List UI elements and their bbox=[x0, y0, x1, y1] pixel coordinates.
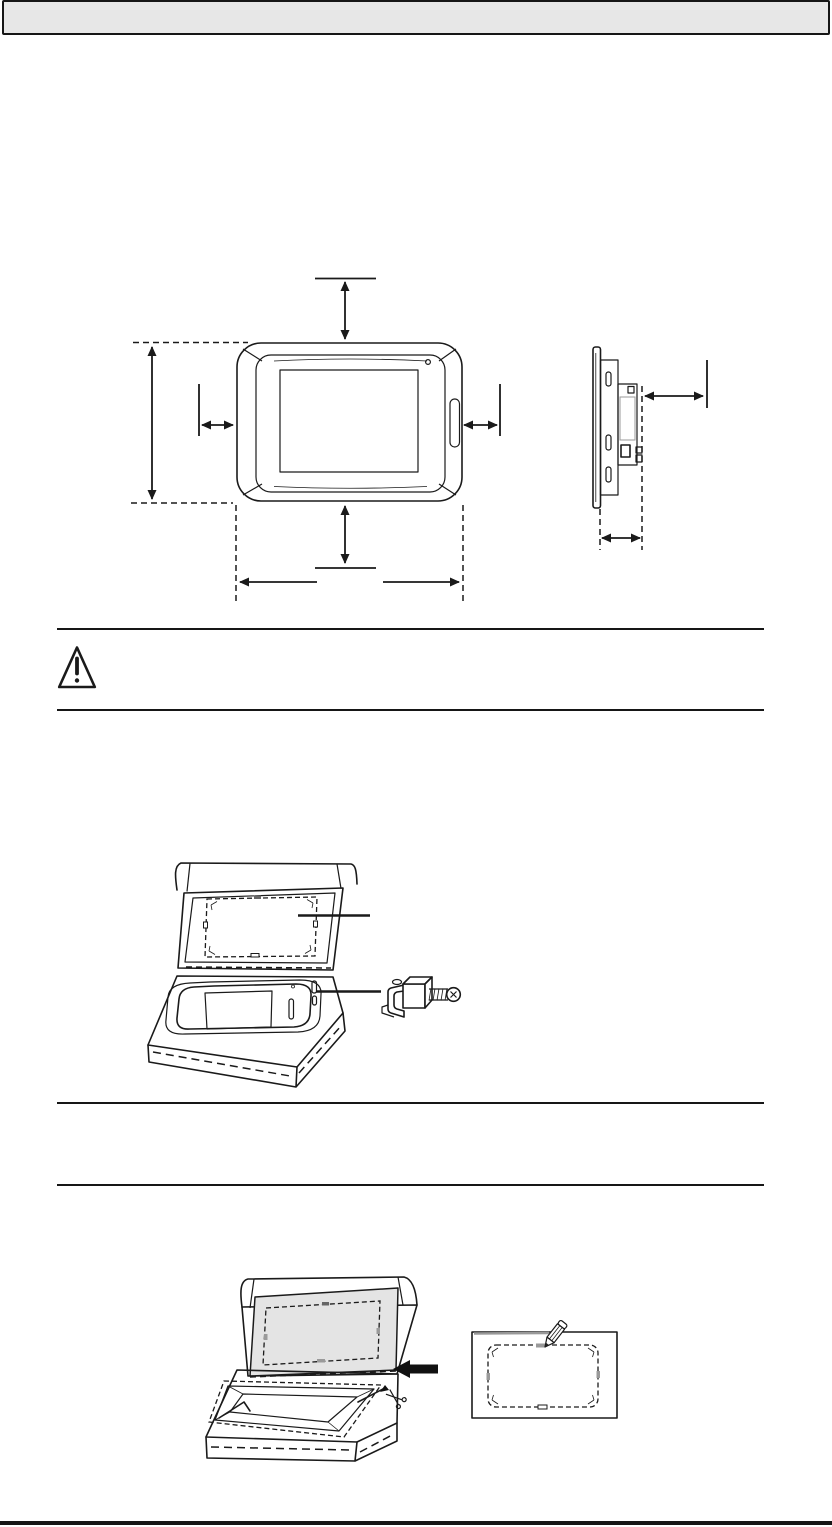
box-base bbox=[148, 976, 345, 1087]
note-rule-bottom bbox=[57, 1184, 764, 1186]
panel-led bbox=[426, 360, 431, 365]
mounting-clamp-and-screw bbox=[382, 977, 460, 1017]
rear-connector bbox=[621, 445, 630, 457]
header-bar bbox=[2, 0, 830, 35]
panel-side-slot bbox=[450, 399, 460, 447]
panel-front-view bbox=[237, 343, 462, 501]
figure-template-removal bbox=[195, 1268, 625, 1483]
panel-screen bbox=[280, 370, 418, 472]
note-rule-top bbox=[57, 1102, 764, 1104]
panel-side-view bbox=[593, 347, 642, 508]
panel-in-box bbox=[177, 984, 311, 1029]
figure-panel-dimensions bbox=[125, 258, 720, 613]
warning-icon bbox=[57, 645, 97, 690]
drilling-template-in-lid bbox=[204, 896, 318, 958]
box-base-2 bbox=[206, 1370, 407, 1461]
dimension-arrows-side bbox=[600, 360, 707, 550]
warning-rule-bottom bbox=[57, 709, 764, 711]
template-sheet-peeling bbox=[250, 1288, 398, 1376]
footer-rule bbox=[0, 1521, 832, 1525]
figure-packaging-box bbox=[130, 850, 465, 1090]
warning-rule-top bbox=[57, 628, 764, 630]
template-sheet-with-pencil bbox=[472, 1320, 617, 1418]
